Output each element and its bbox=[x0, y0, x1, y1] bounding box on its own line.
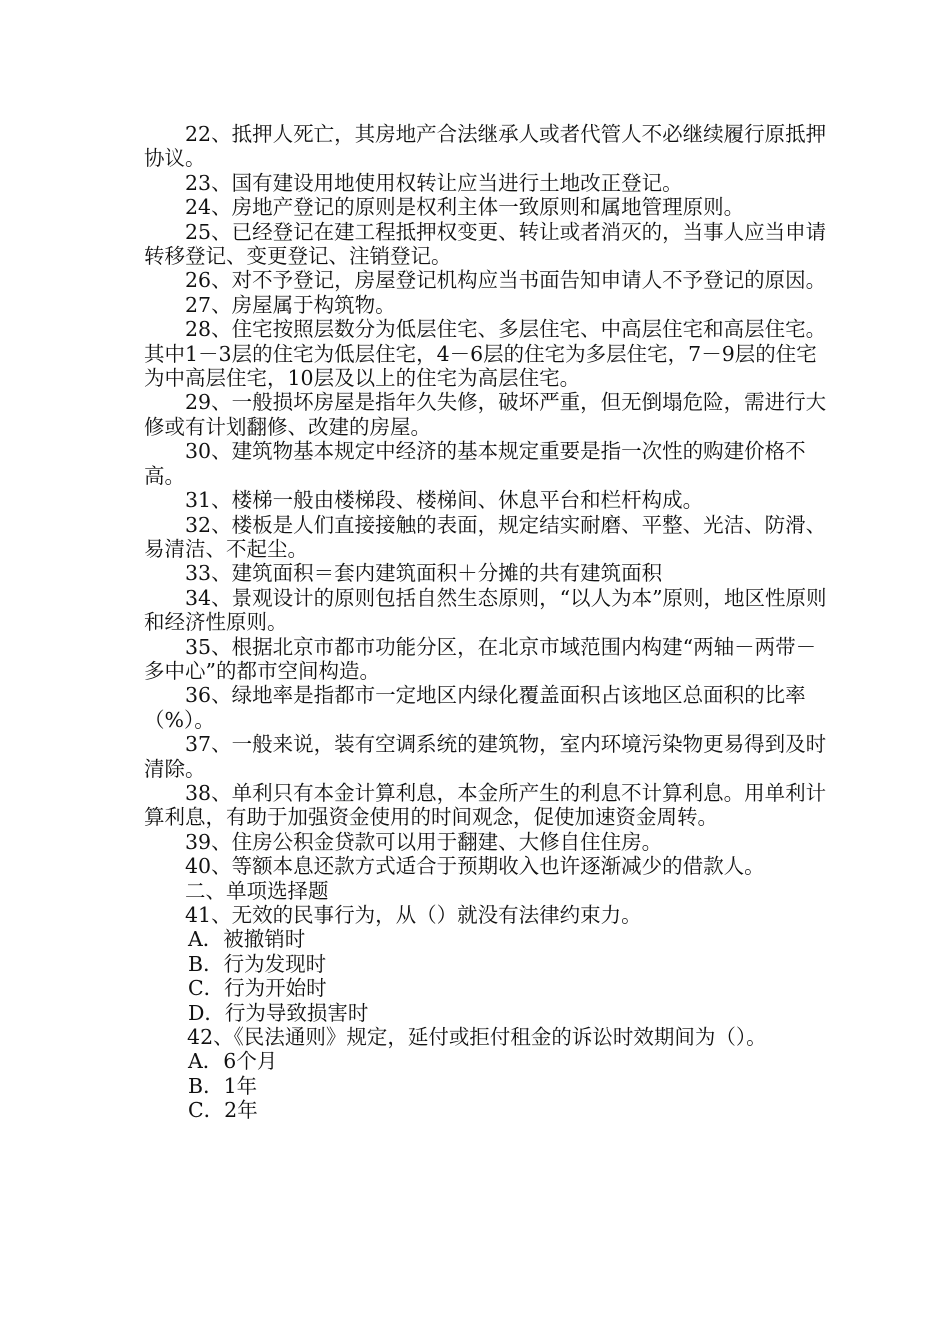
statement-36: 36、绿地率是指都市一定地区内绿化覆盖面积占该地区总面积的比率（%）。 bbox=[144, 683, 806, 732]
question-41-option-b: B．行为发现时 bbox=[188, 951, 327, 976]
statement-29: 29、一般损坏房屋是指年久失修，破坏严重，但无倒塌危险，需进行大修或有计划翻修、改建的房屋。 bbox=[144, 390, 827, 439]
statement-27: 27、房屋属于构筑物。 bbox=[185, 292, 396, 317]
statement-26: 26、对不予登记，房屋登记机构应当书面告知申请人不予登记的原因。 bbox=[185, 268, 827, 293]
statement-24: 24、房地产登记的原则是权利主体一致原则和属地管理原则。 bbox=[185, 195, 745, 220]
statement-25: 25、已经登记在建工程抵押权变更、转让或者消灭的，当事人应当申请转移登记、变更登记、注销登记。 bbox=[144, 219, 827, 269]
statement-34: 34、景观设计的原则包括自然生态原则，“以人为本”原则，地区性原则和经济性原则。 bbox=[144, 585, 827, 635]
question-42-option-b: B．1年 bbox=[188, 1073, 258, 1098]
statement-22: 22、抵押人死亡，其房地产合法继承人或者代管人不必继续履行原抵押协议。 bbox=[144, 122, 827, 171]
question-42-option-a: A．6个月 bbox=[188, 1049, 278, 1074]
statement-32: 32、楼板是人们直接接触的表面，规定结实耐磨、平整、光洁、防滑、易清洁、不起尘。 bbox=[144, 512, 827, 561]
statement-37: 37、一般来说，装有空调系统的建筑物，室内环境污染物更易得到及时清除。 bbox=[144, 732, 827, 781]
section-heading: 二、单项选择题 bbox=[185, 878, 329, 903]
statement-39: 39、住房公积金贷款可以用于翻建、大修自住住房。 bbox=[185, 829, 663, 854]
question-41-option-d: D．行为导致损害时 bbox=[188, 1000, 369, 1025]
statement-35: 35、根据北京市都市功能分区，在北京市域范围内构建“两轴－两带－多中心”的都市空间构造。 bbox=[144, 634, 817, 683]
statement-28: 28、住宅按照层数分为低层住宅、多层住宅、中高层住宅和高层住宅。其中1－3层的住宅为低层住宅，4－6层的住宅为多层住宅，7－9层的住宅为中高层住宅，10层及以上的住宅为高层住宅。 bbox=[144, 317, 827, 391]
statement-33: 33、建筑面积＝套内建筑面积＋分摊的共有建筑面积 bbox=[185, 561, 663, 586]
statement-40: 40、等额本息还款方式适合于预期收入也许逐渐减少的借款人。 bbox=[185, 854, 765, 879]
statement-31: 31、楼梯一般由楼梯段、楼梯间、休息平台和栏杆构成。 bbox=[185, 488, 704, 513]
question-42-stem: 42、《民法通则》规定，延付或拒付租金的诉讼时效期间为（）。 bbox=[187, 1025, 767, 1050]
question-41-option-c: C．行为开始时 bbox=[188, 976, 327, 1001]
question-42-option-c: C．2年 bbox=[188, 1098, 258, 1123]
statement-30: 30、建筑物基本规定中经济的基本规定重要是指一次性的购建价格不高。 bbox=[144, 439, 806, 488]
statement-23: 23、国有建设用地使用权转让应当进行土地改正登记。 bbox=[185, 170, 683, 195]
question-41-stem: 41、无效的民事行为，从（）就没有法律约束力。 bbox=[185, 903, 642, 927]
statement-38: 38、单利只有本金计算利息，本金所产生的利息不计算利息。用单利计算利息，有助于加强资金使用的时间观念，促使加速资金周转。 bbox=[144, 780, 827, 830]
question-41-option-a: A．被撤销时 bbox=[188, 927, 306, 952]
document-body bbox=[144, 122, 834, 1123]
